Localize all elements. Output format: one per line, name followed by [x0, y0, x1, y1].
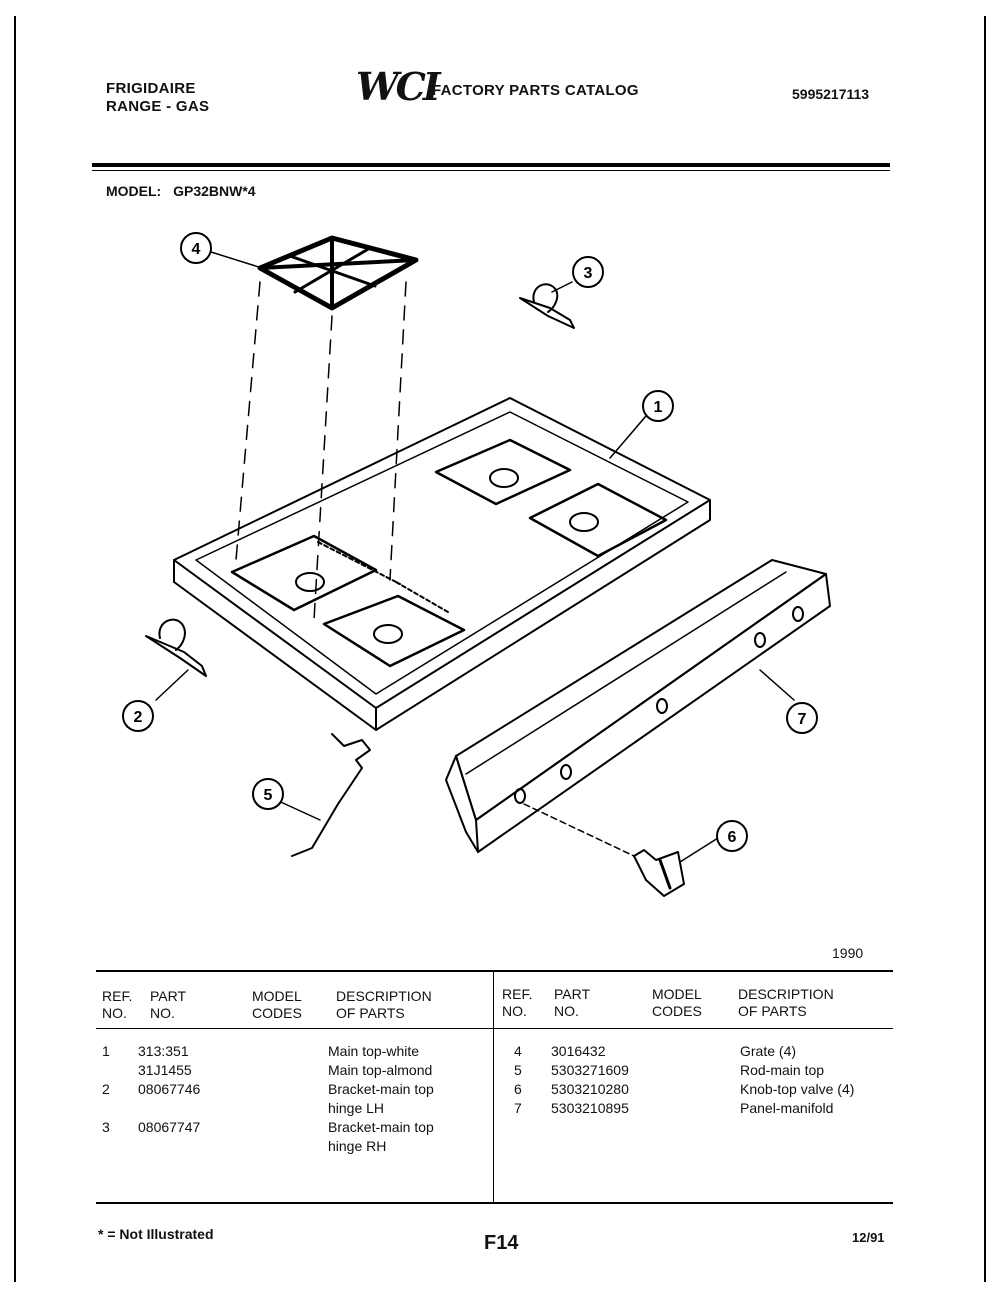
table-cell: 08067747 — [138, 1119, 201, 1135]
callout-5-label: 5 — [263, 787, 273, 804]
table-cell: Bracket-main top — [328, 1119, 434, 1135]
left-description-column — [328, 1042, 434, 1156]
left-part-column — [138, 1042, 200, 1156]
header-part-no-right: PART NO. — [554, 986, 591, 1019]
wci-logo: WCI — [356, 64, 438, 109]
table-cell: 7 — [514, 1100, 522, 1116]
callout-1 — [643, 391, 673, 421]
table-cell — [102, 1137, 110, 1156]
table-cell: 6 — [514, 1081, 522, 1097]
callout-4-label: 4 — [191, 241, 201, 258]
table-cell: 5 — [514, 1062, 522, 1078]
catalog-title: FACTORY PARTS CATALOG — [432, 82, 639, 99]
table-cell: Main top-white — [328, 1043, 420, 1059]
right-description-column — [740, 1042, 854, 1118]
table-cell: 3 — [102, 1119, 110, 1135]
callout-5 — [253, 779, 283, 809]
callout-1-label: 1 — [653, 399, 663, 416]
right-part-column — [551, 1042, 629, 1118]
table-cell — [102, 1099, 110, 1118]
table-cell: 5303271609 — [551, 1062, 629, 1078]
header-part-no-left: PART NO. — [150, 988, 187, 1021]
callout-6-label: 6 — [727, 829, 737, 846]
revision-date: 12/91 — [852, 1230, 885, 1245]
table-cell — [138, 1099, 200, 1118]
model-line — [106, 183, 264, 199]
table-cell: Panel-manifold — [740, 1100, 834, 1116]
table-cell: Grate (4) — [740, 1043, 797, 1059]
callout-6 — [717, 821, 747, 851]
header-ref-no-left: REF. NO. — [102, 988, 133, 1021]
callout-4 — [181, 233, 262, 268]
callout-7 — [787, 703, 817, 733]
table-cell: 5303210895 — [551, 1100, 629, 1116]
main-top-part — [174, 398, 710, 730]
callout-2-label: 2 — [133, 709, 143, 726]
callout-7-label: 7 — [797, 711, 807, 728]
table-cell: 31J1455 — [138, 1062, 192, 1078]
left-ref-column — [102, 1042, 110, 1156]
table-cell: 1 — [102, 1043, 110, 1059]
table-cell: 3016432 — [551, 1043, 606, 1059]
header-description-right: DESCRIPTION OF PARTS — [738, 986, 834, 1019]
table-cell: hinge LH — [328, 1100, 385, 1116]
model-label: MODEL: — [106, 183, 162, 199]
page-number: F14 — [484, 1232, 519, 1254]
manifold-panel-part — [446, 560, 830, 856]
table-cell: 2 — [102, 1081, 110, 1097]
header-model-codes-right: MODEL CODES — [652, 986, 702, 1019]
header-model-codes-left: MODEL CODES — [252, 988, 302, 1021]
not-illustrated-note: * = Not Illustrated — [98, 1226, 214, 1242]
table-cell: hinge RH — [328, 1138, 387, 1154]
table-column-divider — [493, 971, 494, 1202]
right-hinge-bracket-part — [520, 282, 574, 328]
product-type: RANGE - GAS — [106, 98, 210, 115]
table-cell: Rod-main top — [740, 1062, 825, 1078]
callout-3-label: 3 — [583, 265, 593, 282]
header-ref-no-right: REF. NO. — [502, 986, 533, 1019]
rod-part — [272, 734, 370, 856]
top-valve-knob-part — [634, 838, 718, 896]
brand-name: FRIGIDAIRE — [106, 80, 196, 97]
document-number: 5995217113 — [792, 86, 870, 102]
callout-2 — [123, 701, 153, 731]
right-ref-column — [514, 1042, 522, 1118]
table-cell: Main top-almond — [328, 1062, 433, 1078]
table-header-rule — [96, 1028, 893, 1029]
header-description-left: DESCRIPTION OF PARTS — [336, 988, 432, 1021]
table-cell: Knob-top valve (4) — [740, 1081, 855, 1097]
year-label: 1990 — [832, 945, 864, 961]
table-top-rule — [96, 970, 893, 972]
grate-part — [236, 238, 416, 620]
model-number: GP32BNW*4 — [173, 183, 256, 199]
table-cell — [138, 1137, 200, 1156]
table-bottom-rule — [96, 1202, 893, 1204]
header-rule — [92, 163, 890, 167]
callout-3 — [573, 257, 603, 287]
table-cell: 313:351 — [138, 1043, 189, 1059]
exploded-parts-diagram — [100, 220, 880, 900]
table-cell: Bracket-main top — [328, 1081, 434, 1097]
table-cell: 4 — [514, 1043, 522, 1059]
table-cell: 5303210280 — [551, 1081, 629, 1097]
brand-block — [106, 80, 209, 116]
header-rule-thin — [92, 170, 890, 171]
table-cell: 08067746 — [138, 1081, 201, 1097]
left-hinge-bracket-part — [146, 620, 206, 700]
table-cell — [102, 1061, 110, 1080]
